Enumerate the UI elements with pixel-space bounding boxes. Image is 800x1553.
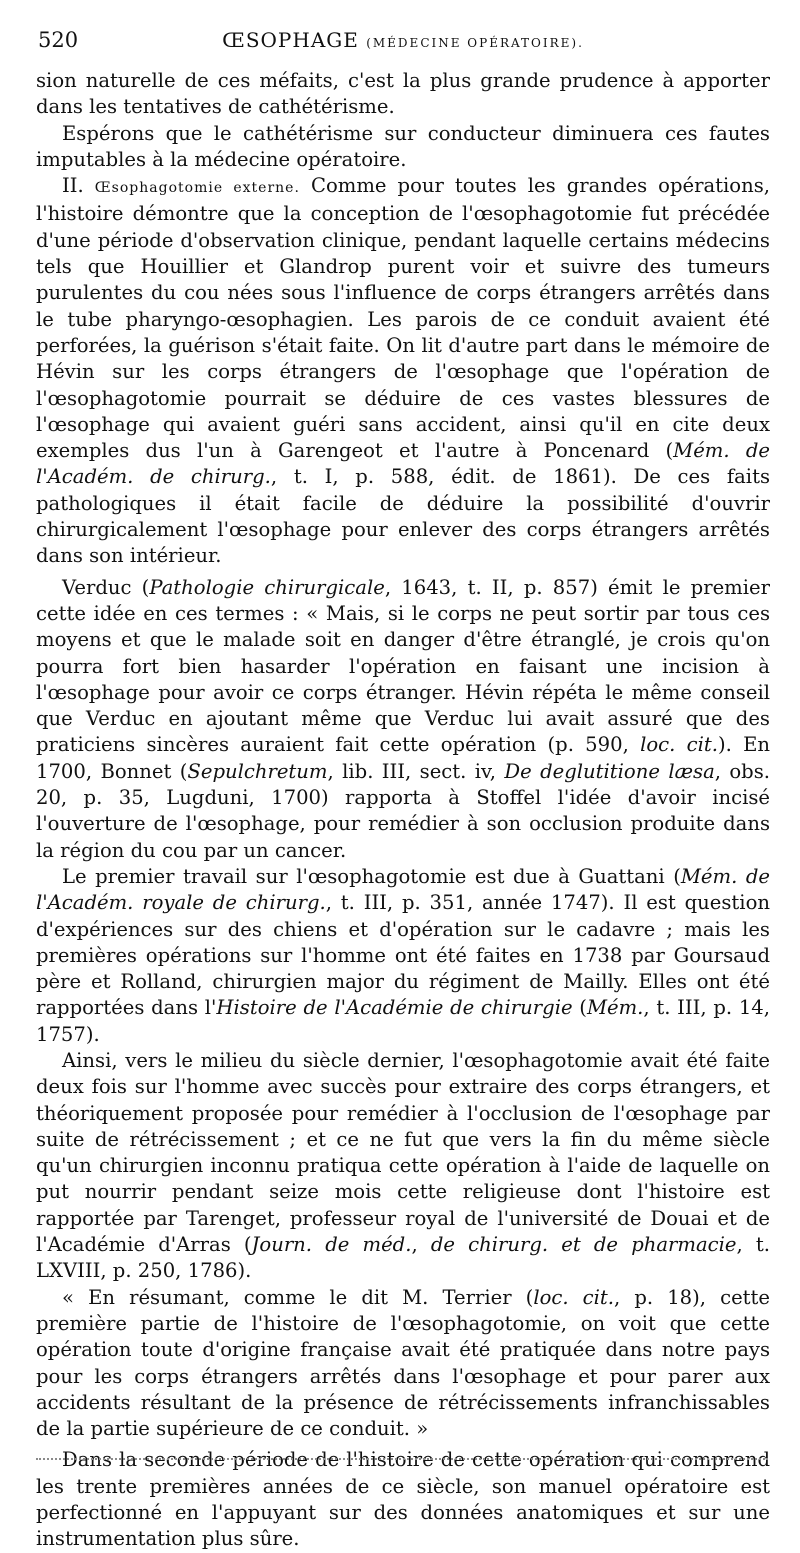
paragraph-1: sion naturelle de ces méfaits, c'est la plus grande prudence à apporter dans les tentatives de cathétérisme.: [36, 69, 770, 119]
section-number: II.: [62, 174, 84, 198]
citation: Mém.: [586, 996, 644, 1020]
citation: loc. cit.: [533, 1285, 615, 1309]
body-text: [36, 68, 770, 1553]
paragraph-3: [36, 173, 770, 569]
text-run: , t. LXVIII, p. 250, 1786).: [36, 1233, 770, 1283]
citation: Journ. de méd.: [251, 1233, 412, 1257]
page-number: 520: [38, 28, 79, 52]
citation: Mém. de l'Académ. de chirurg.: [36, 439, 770, 489]
text-run: ,: [411, 1233, 431, 1257]
citation: loc. cit.: [640, 733, 718, 757]
text-run: (: [572, 996, 587, 1020]
running-head: [38, 28, 768, 52]
citation: de chirurg. et de pharmacie: [430, 1233, 737, 1257]
text-run: , t. III, p. 351, année 1747). Il est question d'expériences sur des chiens et d'opération sur le cadavre ; mais les premières opérations sur l'homme ont été faites en 1738 par Goursaud père et Rolland, chirurgien major du régiment de Mailly. Elles ont été rapportées dans l': [36, 891, 770, 1020]
section-title: Œsophagotomie externe.: [94, 180, 300, 197]
running-title: ŒSOPHAGE: [222, 28, 359, 52]
citation: Mém. de l'Académ. royale de chirurg.: [36, 864, 770, 915]
text-run: Comme pour toutes les grandes opérations, l'histoire démontre que la conception de l'œsophagotomie fut précédée d'une période d'observation clinique, pendant laquelle certains médecins tels que Houillier et Glandrop purent voir et suivre des tumeurs purulentes du cou nées sous l'influence de corps étrangers arrêtés dans le tube pharyngo-œsophagien. Les parois de ce conduit avaient été perforées, la guérison s'était faite. On lit d'autre part dans le mémoire de Hévin sur les corps étrangers de l'œsophage que l'opération de l'œsophagotomie pourrait se déduire de ces vastes blessures de l'œsophage qui avaient guéri sans accident, ainsi qu'il en cite deux exemples dus l'un à Garengeot et l'autre à Poncenard (: [36, 174, 770, 463]
text-run: « En résumant, comme le dit M. Terrier (: [62, 1285, 534, 1309]
bottom-rule: [36, 1458, 768, 1460]
paragraph-4: [36, 575, 770, 864]
running-subtitle: (MÉDECINE OPÉRATOIRE).: [366, 36, 584, 50]
text-run: Verduc (: [62, 575, 150, 599]
text-run: , t. I, p. 588, édit. de 1861). De ces faits pathologiques il était facile de déduire la possibilité d'ouvrir chirurgicalement l'œsophage pour enlever des corps étrangers arrêtés dans son intérieur.: [36, 465, 771, 568]
text-run: Ainsi, vers le milieu du siècle dernier, l'œsophagotomie avait été faite deux fois sur l'homme avec succès pour extraire des corps étrangers, et théoriquement proposée pour remédier à l'occlusion de l'œsophage par suite de rétrécissement ; et ce ne fut que vers la fin du même siècle qu'un chirurgien inconnu pratiqua cette opération à l'aide de laquelle on put nourrir pendant seize mois cette religieuse dont l'histoire est rapportée par Tarenget, professeur royal de l'université de Douai et de l'Académie d'Arras (: [36, 1048, 770, 1257]
text-run: , 1643, t. II, p. 857) émit le premier cette idée en ces termes : « Mais, si le corps ne peut sortir par tous ces moyens et que le malade soit en danger d'être étranglé, je crois qu'on pourra fort bien hasarder l'opération en faisant une incision à l'œsophage pour avoir ce corps étranger. Hévin répéta le même conseil que Verduc en ajoutant même que Verduc lui avait assuré que des praticiens sincères auraient fait cette opération (p. 590,: [36, 575, 770, 757]
text-run: ). En 1700, Bonnet (: [36, 733, 771, 783]
citation: Sepulchretum: [187, 759, 328, 783]
paragraph-2: Espérons que le cathétérisme sur conducteur diminuera ces fautes imputables à la médecine opératoire.: [36, 121, 770, 171]
text-run: , lib. III, sect. iv,: [327, 759, 505, 783]
citation: Pathologie chirurgicale: [149, 575, 385, 599]
paragraph-5: [36, 864, 770, 1048]
paragraph-6: [36, 1048, 770, 1285]
paragraph-7: [36, 1285, 770, 1443]
text-run: , p. 18), cette première partie de l'histoire de l'œsophagotomie, on voit que cette opération toute d'origine française avait été pratiquée dans notre pays pour les corps étrangers arrêtés dans l'œsophage et pour parer aux accidents résultant de la présence de rétrécissements infranchissables de la partie supérieure de ce conduit. »: [36, 1285, 771, 1441]
text-run: Le premier travail sur l'œsophagotomie est due à Guattani (: [62, 864, 681, 888]
paragraph-8: Dans la seconde période de l'histoire de cette opération qui comprend les trente premières années de ce siècle, son manuel opératoire est perfectionné en l'appuyant sur des données anatomiques et sur une instrumentation plus sûre.: [36, 1448, 770, 1551]
citation: De deglutitione læsa: [504, 759, 715, 783]
text-run: , obs. 20, p. 35, Lugduni, 1700) rapporta à Stoffel l'idée d'avoir incisé l'ouverture de l'œsophage, pour remédier à son occlusion produite dans la région du cou par un cancer.: [36, 759, 770, 862]
citation: Histoire de l'Académie de chirurgie: [216, 996, 573, 1020]
text-run: , t. III, p. 14, 1757).: [36, 996, 771, 1046]
page-header: [38, 28, 768, 58]
